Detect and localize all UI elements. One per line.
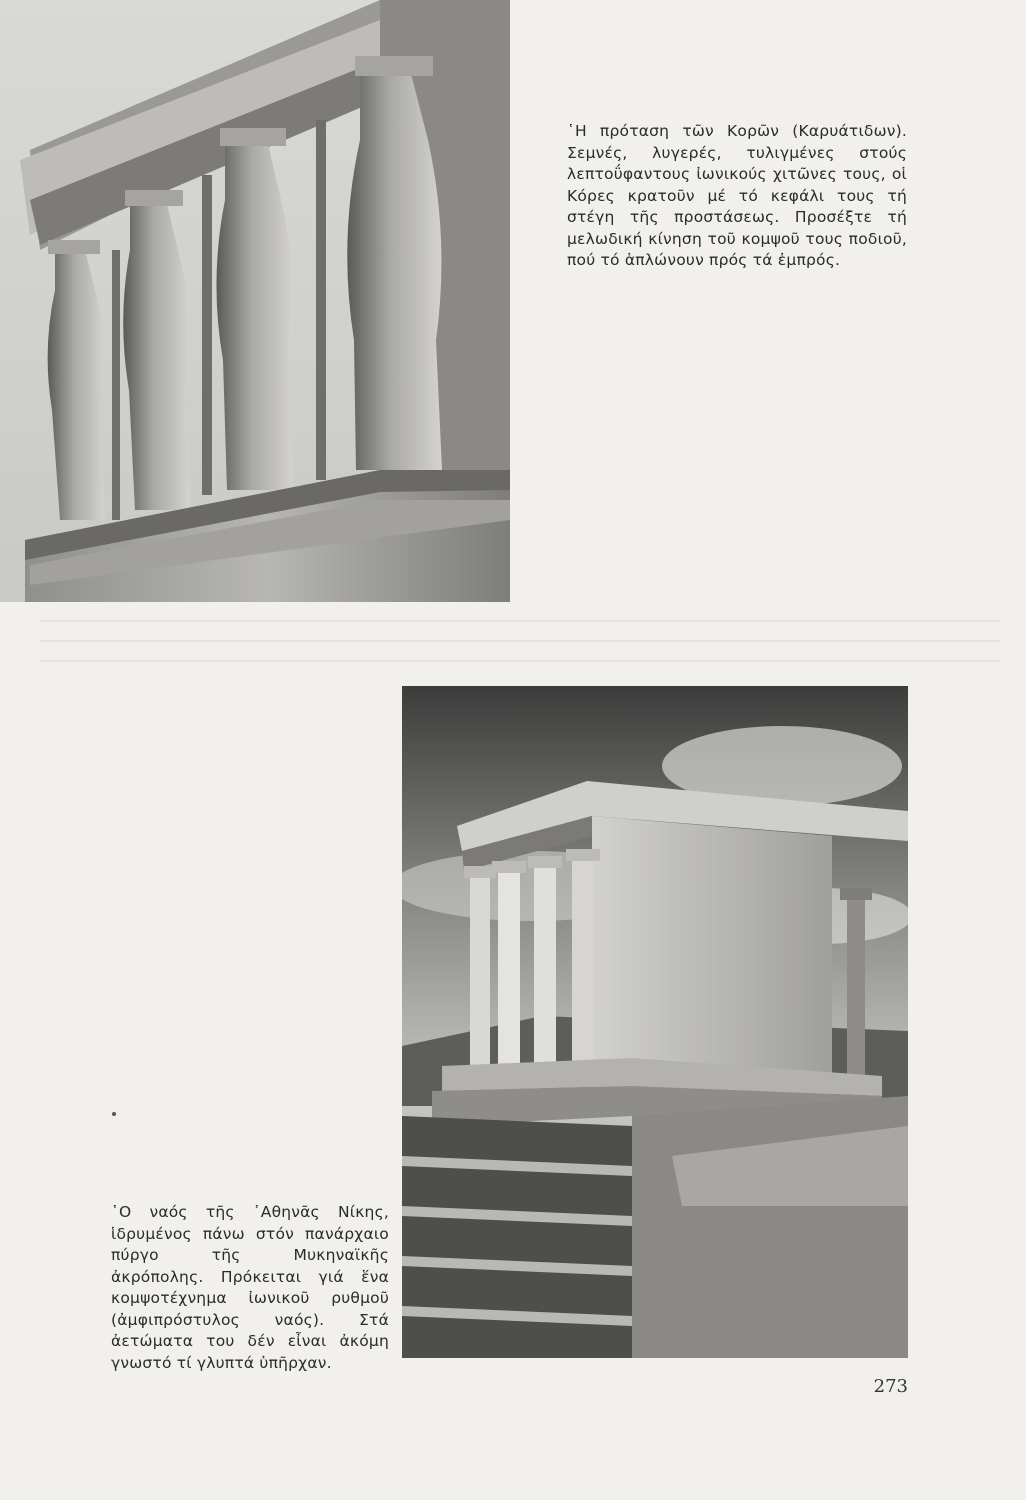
scan-dot (112, 1112, 116, 1116)
caryatids-caption: ῾Η πρόταση τῶν Κορῶν (Καρυάτιδων). Σεμνές, λυγερές, τυλιγμένες στούς λεπτοΰφαντους ἰωνικούς χιτῶνες τους, οἱ Κόρες κρατοῦν μέ τό κεφάλι τους τή στέγη τῆς προστάσεως. Προσέξτε τή μελωδική κίνηση τοῦ κομψοῦ τους ποδιοῦ, πού τό ἁπλώνουν πρός τά ἐμπρός. (567, 122, 907, 269)
temple-of-athena-nike-photo (402, 686, 908, 1358)
bleed-through-line (40, 620, 1000, 622)
bleed-through-line (40, 640, 1000, 642)
temple-caption: ῾Ο ναός τῆς ᾿Αθηνᾶς Νίκης, ἱδρυμένος πάνω στόν πανάρχαιο πύργο τῆς Μυκηναϊκῆς ἀκρόπολης. Πρόκειται γιά ἕνα κομψοτέχνημα ἰωνικοῦ ρυθμοῦ (ἀμφιπρόστυλος ναός). Στά ἀετώματα του δέν εἶναι ἀκόμη γνωστό τί γλυπτά ὑπῆρχαν. (111, 1203, 389, 1372)
caryatids-photo (0, 0, 510, 602)
bleed-through-line (40, 660, 1000, 662)
page-number: 273 (873, 1376, 908, 1397)
